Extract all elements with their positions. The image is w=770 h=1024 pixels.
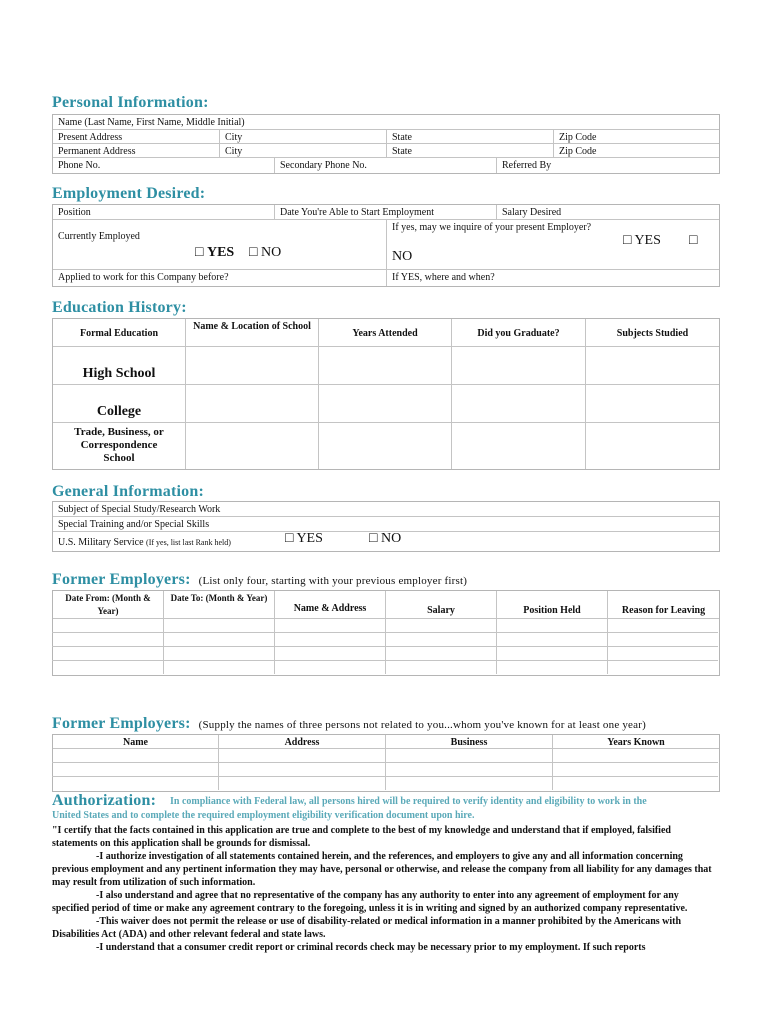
edu-cell[interactable] [319,423,452,469]
former-employers-note: (List only four, starting with your previous employer first) [198,575,468,587]
edu-cell[interactable] [586,347,719,385]
fe-header-date-to: Date To: (Month & Year) [164,591,275,619]
fe-header-date-from: Date From: (Month & Year) [53,591,164,619]
authorization-title [52,792,156,810]
currently-employed-no-checkbox[interactable]: □ NO [249,245,282,260]
military-field [53,532,719,551]
inquire-employer-label: If yes, may we inquire of your present Employer? [392,222,592,233]
authorization-no-rep: -I also understand and agree that no representative of the company has any authority to enter into any agreement of employment for any specified period of time or make any agreement contrary to the foregoing, unless it is in writing and signed by an authorized company representative. [52,890,688,914]
special-study-field[interactable]: Subject of Special Study/Research Work [53,502,719,517]
references-label: Former Employers: [52,715,191,732]
inquire-no-label: NO [392,249,413,264]
edu-row-trade: Trade, Business, or Correspondence School [53,423,186,469]
name-field[interactable]: Name (Last Name, First Name, Middle Initial) [53,115,719,130]
edu-cell[interactable] [186,347,319,385]
secondary-phone-field[interactable]: Secondary Phone No. [275,158,497,173]
ref-header-name: Name [53,735,219,749]
authorization-overlay-line1: In compliance with Federal law, all persons hired will be required to verify identity and eligibility to work in the [170,796,647,807]
references-title [52,715,646,733]
military-label: U.S. Military Service [58,537,144,548]
authorization-investigate: -I authorize investigation of all statements contained herein, and the references, and employers to give any and all information concerning previous employment and any pertinent information they may have, personal or otherwise, and release the company from all liability for any damages that may result from utilization of such information. [52,851,712,888]
applied-before-field[interactable]: Applied to work for this Company before? [53,270,387,286]
phone-field[interactable]: Phone No. [53,158,275,173]
where-when-field[interactable]: If YES, where and when? [392,272,495,283]
authorization-label: Authorization: [52,792,157,809]
ref-header-years: Years Known [553,735,719,749]
currently-employed-yes-checkbox[interactable]: □ YES [195,245,235,260]
ref-header-address: Address [219,735,386,749]
employment-grid [52,204,720,287]
edu-cell[interactable] [586,385,719,423]
fe-header-reason: Reason for Leaving [608,591,719,619]
edu-cell[interactable] [186,385,319,423]
inquire-yes-checkbox[interactable]: □ YES [623,233,661,248]
edu-header-formal: Formal Education [53,319,186,347]
authorization-credit: -I understand that a consumer credit report or criminal records check may be necessary prior to my employment. If such reports [96,942,646,953]
present-state-field[interactable]: State [387,130,554,144]
permanent-state-field[interactable]: State [387,144,554,158]
salary-desired-field[interactable]: Salary Desired [497,205,719,220]
present-city-field[interactable]: City [220,130,387,144]
fe-header-salary: Salary [386,591,497,619]
references-note: (Supply the names of three persons not related to you...whom you've known for at least one year) [198,719,646,731]
general-section-title: General Information: [52,483,204,500]
edu-header-subjects: Subjects Studied [586,319,719,347]
military-yes-checkbox[interactable]: □ YES [285,531,323,546]
personal-section-title: Personal Information: [52,94,209,111]
former-employers-table [52,590,720,676]
former-employers-title [52,571,467,589]
employment-section-title: Employment Desired: [52,185,206,202]
edu-header-school: Name & Location of School [186,319,319,347]
special-training-field[interactable]: Special Training and/or Special Skills [53,517,719,532]
references-table [52,734,720,792]
referred-by-field[interactable]: Referred By [502,160,552,171]
edu-header-years: Years Attended [319,319,452,347]
edu-cell[interactable] [452,347,586,385]
permanent-city-field[interactable]: City [220,144,387,158]
start-date-field[interactable]: Date You're Able to Start Employment [275,205,497,220]
edu-cell[interactable] [186,423,319,469]
permanent-address-field[interactable]: Permanent Address [53,144,220,158]
authorization-certify: "I certify that the facts contained in this application are true and complete to the best of my knowledge and understand that if employed, falsified statements on this application shall be grounds for dismissal. [52,825,671,849]
present-address-field[interactable]: Present Address [53,130,220,144]
edu-cell[interactable] [586,423,719,469]
fe-header-name-address: Name & Address [275,591,386,619]
edu-cell[interactable] [319,347,452,385]
military-note: (If yes, list last Rank held) [146,538,231,547]
inquire-employer-field [387,220,719,270]
education-section-title: Education History: [52,299,187,316]
currently-employed-field [53,220,387,270]
authorization-waiver: -This waiver does not permit the release or use of disability-related or medical information in a manner prohibited by the Americans with Disabilities Act (ADA) and other relevant federal and state laws. [52,916,682,940]
edu-row-high-school: High School [53,347,186,385]
present-zip-field[interactable]: Zip Code [554,130,719,144]
currently-employed-label: Currently Employed [58,231,140,242]
edu-cell[interactable] [452,423,586,469]
position-field[interactable]: Position [53,205,275,220]
inquire-no-checkbox[interactable]: □ [689,233,698,248]
authorization-body [52,824,717,954]
former-employers-label: Former Employers: [52,571,191,588]
edu-header-graduate: Did you Graduate? [452,319,586,347]
general-grid [52,501,720,552]
edu-cell[interactable] [319,385,452,423]
edu-cell[interactable] [452,385,586,423]
authorization-overlay-line2: United States and to complete the required employment eligibility verification document upon hire. [52,810,475,821]
permanent-zip-field[interactable]: Zip Code [554,144,719,158]
fe-header-position: Position Held [497,591,608,619]
edu-row-college: College [53,385,186,423]
military-no-checkbox[interactable]: □ NO [369,531,402,546]
ref-header-business: Business [386,735,553,749]
education-table [52,318,720,470]
personal-info-grid [52,114,720,174]
